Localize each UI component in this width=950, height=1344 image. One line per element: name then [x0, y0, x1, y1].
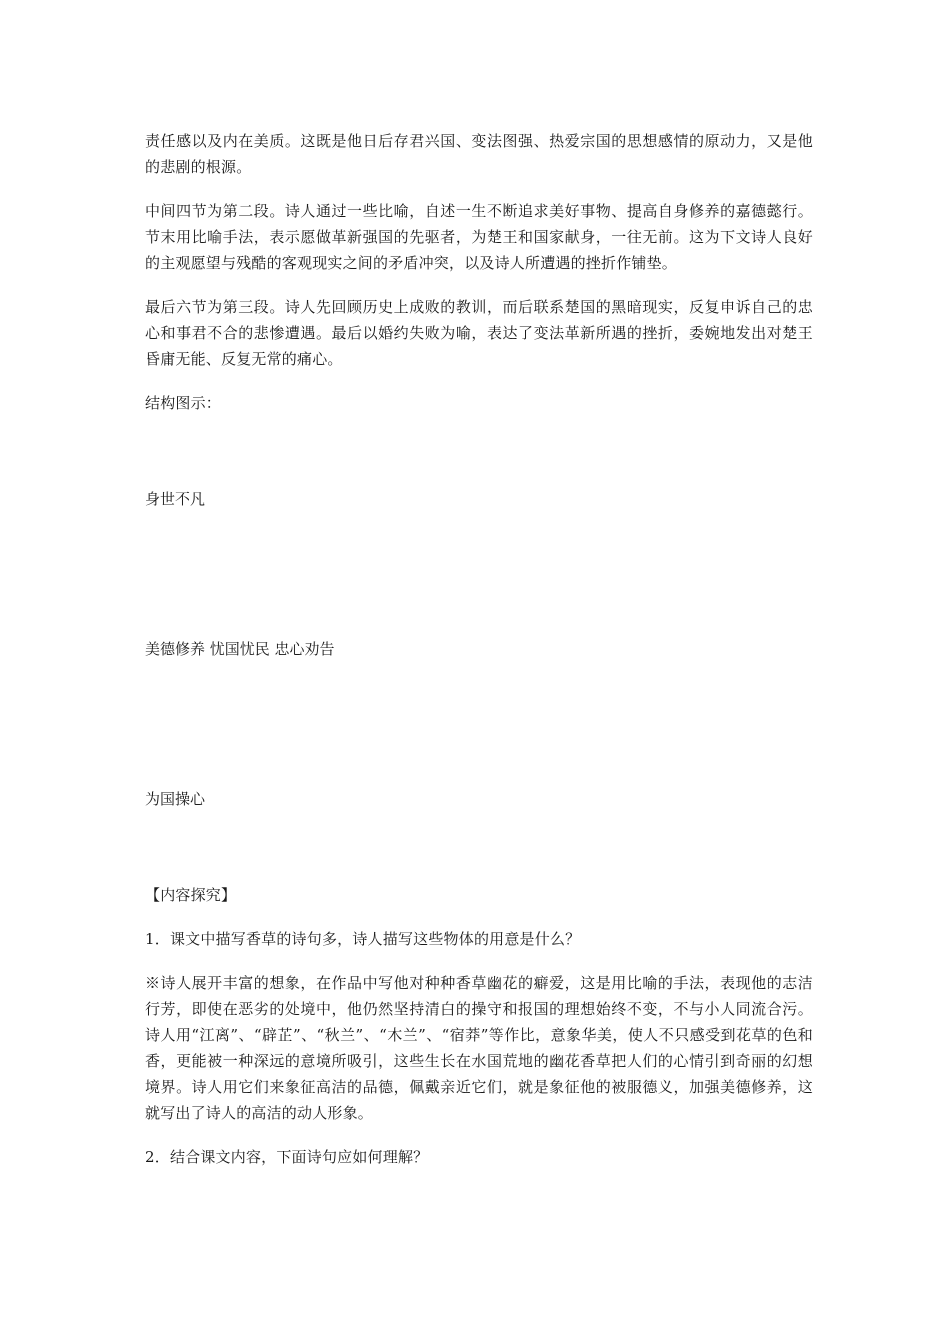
- diagram-node-2: 美德修养 忧国忧民 忠心劝告: [145, 640, 335, 658]
- diagram-node-1: 身世不凡: [145, 490, 206, 508]
- answer-1: ※诗人展开丰富的想象，在作品中写他对种种香草幽花的癖爱，这是用比喻的手法，表现他的志洁行芳，即使在恶劣的处境中，他仍然坚持清白的操守和报国的理想始终不变，不与小人同流合污。诗人用“江离”、“辟芷”、“秋兰”、“木兰”、“宿莽”等作比，意象华美，使人不只感受到花草的色和香，更能被一种深远的意境所吸引，这些生长在水国荒地的幽花香草把人们的心情引到奇丽的幻想境界。诗人用它们来象征高洁的品德，佩戴亲近它们，就是象征他的被服德义，加强美德修养，这就写出了诗人的高洁的动人形象。: [145, 974, 813, 1122]
- section-heading: 【内容探究】: [145, 886, 237, 904]
- question-1: 1．课文中描写香草的诗句多，诗人描写这些物体的用意是什么？: [145, 930, 581, 948]
- paragraph-1: 责任感以及内在美质。这既是他日后存君兴国、变法图强、热爱宗国的思想感情的原动力，又是他的悲剧的根源。: [145, 132, 813, 176]
- paragraph-3: 最后六节为第三段。诗人先回顾历史上成败的教训，而后联系楚国的黑暗现实，反复申诉自己的忠心和事君不合的悲惨遭遇。最后以婚约失败为喻，表达了变法革新所遇的挫折，委婉地发出对楚王昏庸无能、反复无常的痛心。: [145, 298, 813, 368]
- question-2: 2．结合课文内容，下面诗句应如何理解？: [145, 1148, 429, 1166]
- diagram-node-3: 为国操心: [145, 790, 206, 808]
- structure-label: 结构图示：: [145, 394, 222, 412]
- document-page: [145, 128, 813, 1170]
- paragraph-2: 中间四节为第二段。诗人通过一些比喻，自述一生不断追求美好事物、提高自身修养的嘉德懿行。节末用比喻手法，表示愿做革新强国的先驱者，为楚王和国家献身，一往无前。这为下文诗人良好的主观愿望与残酷的客观现实之间的矛盾冲突，以及诗人所遭遇的挫折作铺垫。: [145, 202, 813, 272]
